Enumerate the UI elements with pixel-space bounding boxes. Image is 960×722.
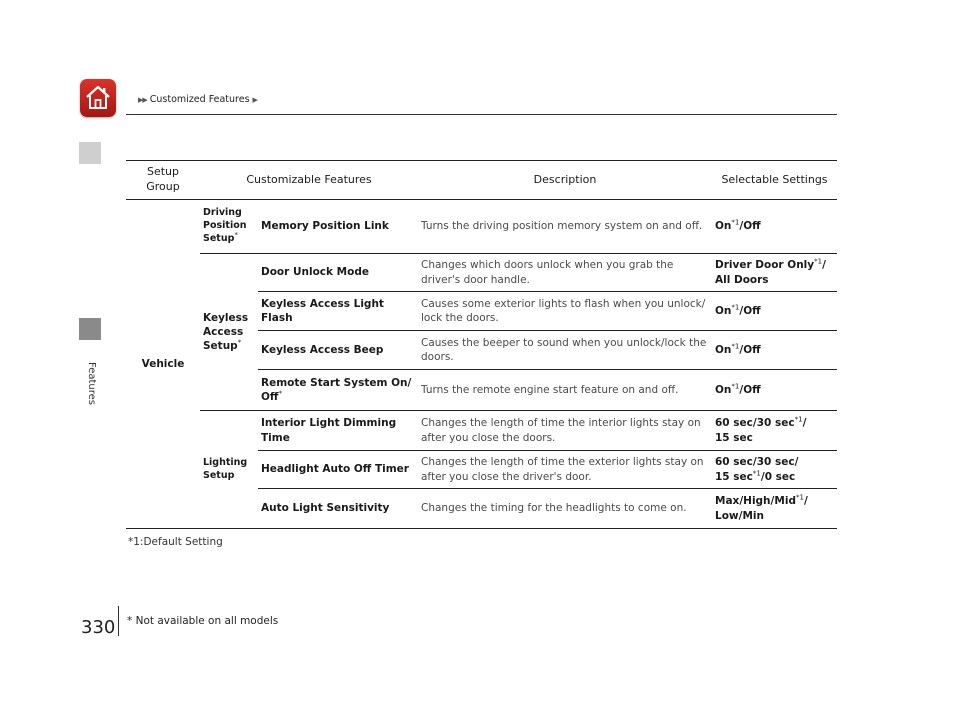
header-divider [126, 114, 837, 115]
breadcrumb-arrows-icon: ▶▶ [138, 96, 147, 104]
table-header-row [126, 161, 837, 200]
selectable-settings: On$^{*1}$/Off [712, 331, 837, 370]
breadcrumb[interactable] [138, 94, 258, 105]
feature-auto-light-sensitivity: Auto Light Sensitivity [258, 489, 418, 529]
table-row [126, 200, 837, 254]
description: Changes which doors unlock when you grab the driver's door handle. [418, 254, 712, 292]
footer-divider [118, 606, 119, 636]
header-setup-group: Setup Group [126, 161, 200, 200]
section-tab-features[interactable] [79, 318, 101, 340]
table-row [126, 254, 837, 292]
header-description: Description [418, 161, 712, 200]
section-tab-light[interactable] [79, 142, 101, 164]
selectable-settings: On$^{*1}$/Off [712, 292, 837, 331]
feature-memory-position-link: Memory Position Link [258, 200, 418, 254]
selectable-settings: On$^{*1}$/Off [712, 200, 837, 254]
feature-headlight-auto-off-timer: Headlight Auto Off Timer [258, 451, 418, 489]
feature-interior-light-dimming-time: Interior Light Dimming Time [258, 411, 418, 451]
selectable-settings: 60 sec/30 $\sec^{*1}/$ 15 sec [712, 411, 837, 451]
breadcrumb-arrow-icon: ▶ [252, 96, 258, 104]
header-selectable-settings: Selectable Settings [712, 161, 837, 200]
selectable-settings: Driver Door Only$^{*1}$/ All Doors [712, 254, 837, 292]
selectable-settings: Max/High/Mid$^{*1}$/ Low/Min [712, 489, 837, 529]
breadcrumb-link[interactable]: Customized Features [149, 94, 250, 105]
footer-note: * Not available on all models [127, 615, 279, 627]
description: Causes the beeper to sound when you unlock/lock the doors. [418, 331, 712, 370]
feature-keyless-access-beep: Keyless Access Beep [258, 331, 418, 370]
default-setting-footnote: *1:Default Setting [128, 536, 223, 548]
description: Changes the timing for the headlights to come on. [418, 489, 712, 529]
home-icon [85, 84, 111, 111]
description: Turns the driving position memory system on and off. [418, 200, 712, 254]
subgroup-driving-position: Driving Position Setup* [200, 200, 258, 254]
selectable-settings: On$^{*1}$/Off [712, 370, 837, 411]
home-button[interactable] [80, 79, 116, 117]
feature-keyless-access-light-flash: Keyless Access Light Flash [258, 292, 418, 331]
description: Causes some exterior lights to flash when you unlock/ lock the doors. [418, 292, 712, 331]
description: Changes the length of time the interior lights stay on after you close the doors. [418, 411, 712, 451]
customization-table [126, 160, 837, 529]
description: Changes the length of time the exterior lights stay on after you close the driver's door. [418, 451, 712, 489]
subgroup-keyless-access: Keyless Access Setup* [200, 254, 258, 411]
feature-remote-start-system: Remote Start System On/ Off* [258, 370, 418, 411]
group-vehicle: Vehicle [126, 200, 200, 529]
table-row [126, 411, 837, 451]
feature-door-unlock-mode: Door Unlock Mode [258, 254, 418, 292]
page-number: 330 [81, 617, 116, 638]
subgroup-lighting: Lighting Setup [200, 411, 258, 529]
selectable-settings: 60 sec/30 sec/ 15 $\sec^{*1}/0$ sec [712, 451, 837, 489]
header-customizable-features: Customizable Features [200, 161, 418, 200]
sidebar-label: Features [86, 362, 97, 405]
description: Turns the remote engine start feature on and off. [418, 370, 712, 411]
